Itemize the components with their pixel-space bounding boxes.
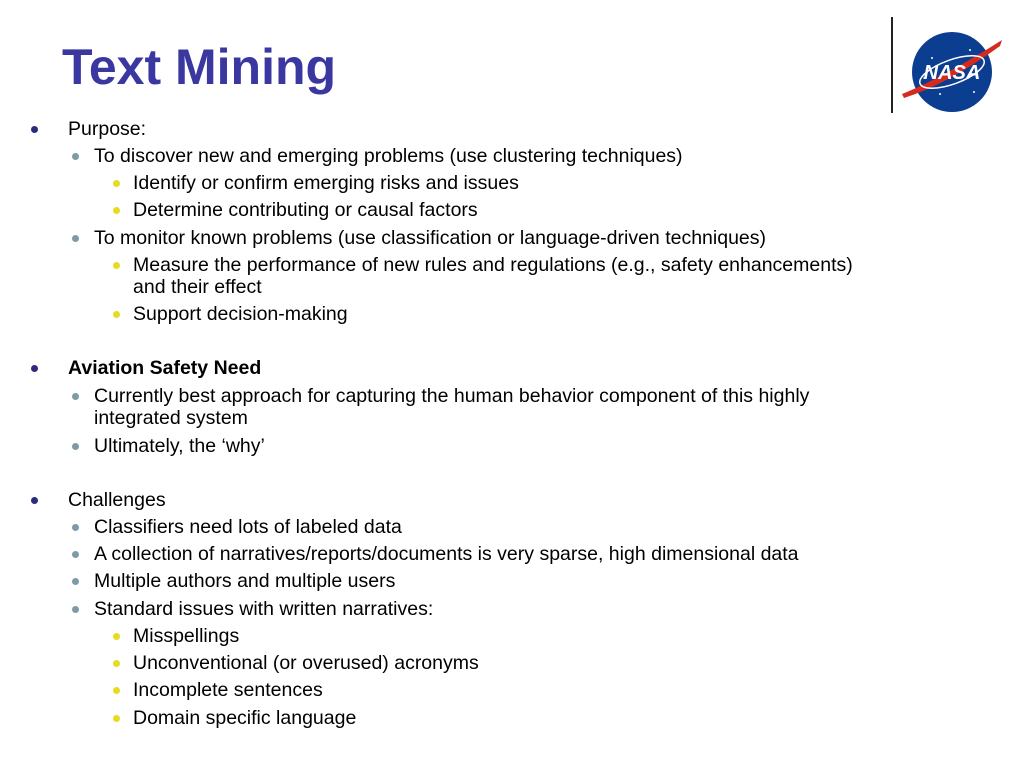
slide-title: Text Mining — [62, 39, 337, 95]
bullet-dot — [72, 578, 79, 585]
bullet-text: Determine contributing or causal factors — [133, 199, 478, 221]
bullet-dot — [113, 633, 120, 640]
bullet-dot — [72, 551, 79, 558]
bullet-dot — [113, 311, 120, 318]
nasa-logo-text: NASA — [923, 62, 981, 84]
bullet-text: A collection of narratives/reports/documents is very sparse, high dimensional data — [94, 543, 799, 565]
bullet-dot — [113, 180, 120, 187]
sub-bullet — [94, 516, 402, 538]
nasa-logo-icon — [902, 28, 1002, 112]
bullet-text: Unconventional (or overused) acronyms — [133, 652, 479, 674]
bullet-text: Currently best approach for capturing the human behavior component of this highly — [94, 385, 810, 407]
bullet-text: To discover new and emerging problems (use clustering techniques) — [94, 145, 683, 167]
sub-bullet — [94, 543, 799, 565]
bullet-continuation — [94, 407, 248, 429]
bullet-text: Measure the performance of new rules and regulations (e.g., safety enhancements) — [133, 254, 853, 276]
sub-sub-bullet — [133, 652, 479, 674]
bullet-dot — [31, 126, 38, 133]
sub-sub-bullet — [133, 707, 356, 729]
title-divider — [891, 17, 893, 113]
bullet-dot — [31, 497, 38, 504]
bullet-text: Purpose: — [68, 118, 147, 140]
bullet-dot — [72, 153, 79, 160]
bullet-dot — [113, 715, 120, 722]
bullet-text: Classifiers need lots of labeled data — [94, 516, 402, 538]
bullet-text: Ultimately, the ‘why’ — [94, 435, 265, 457]
bullet-dot — [72, 393, 79, 400]
bullet-dot — [113, 660, 120, 667]
bullet-text: Misspellings — [133, 625, 240, 647]
bullet-text: Support decision-making — [133, 303, 348, 325]
bullet-aviation-safety-need — [68, 357, 261, 379]
bullet-dot — [113, 207, 120, 214]
bullet-dot — [72, 443, 79, 450]
sub-sub-bullet — [133, 679, 323, 701]
sub-sub-bullet — [133, 199, 478, 221]
bullet-challenges — [68, 489, 166, 511]
bullet-dot — [72, 524, 79, 531]
sub-sub-bullet — [133, 254, 853, 276]
bullet-dot — [113, 262, 120, 269]
bullet-text: and their effect — [133, 276, 262, 298]
bullet-dot — [113, 687, 120, 694]
sub-bullet — [94, 598, 433, 620]
bullet-text: To monitor known problems (use classification or language-driven techniques) — [94, 227, 767, 249]
bullet-text: Domain specific language — [133, 707, 357, 729]
bullet-dot — [72, 606, 79, 613]
sub-bullet — [94, 145, 683, 167]
bullet-dot — [72, 235, 79, 242]
sub-bullet — [94, 435, 265, 457]
sub-sub-bullet — [133, 303, 348, 325]
sub-sub-bullet — [133, 625, 239, 647]
bullet-purpose — [68, 118, 146, 140]
bullet-text: Incomplete sentences — [133, 679, 323, 701]
bullet-text: Multiple authors and multiple users — [94, 570, 396, 592]
bullet-text: Aviation Safety Need — [68, 357, 262, 379]
bullet-dot — [31, 365, 38, 372]
sub-bullet — [94, 570, 395, 592]
sub-sub-bullet — [133, 172, 519, 194]
bullet-continuation — [133, 276, 262, 298]
bullet-text: Identify or confirm emerging risks and issues — [133, 172, 519, 194]
bullet-text: Challenges — [68, 489, 166, 511]
sub-bullet — [94, 385, 809, 407]
bullet-text: Standard issues with written narratives: — [94, 598, 434, 620]
bullet-text: integrated system — [94, 407, 248, 429]
sub-bullet — [94, 227, 766, 249]
